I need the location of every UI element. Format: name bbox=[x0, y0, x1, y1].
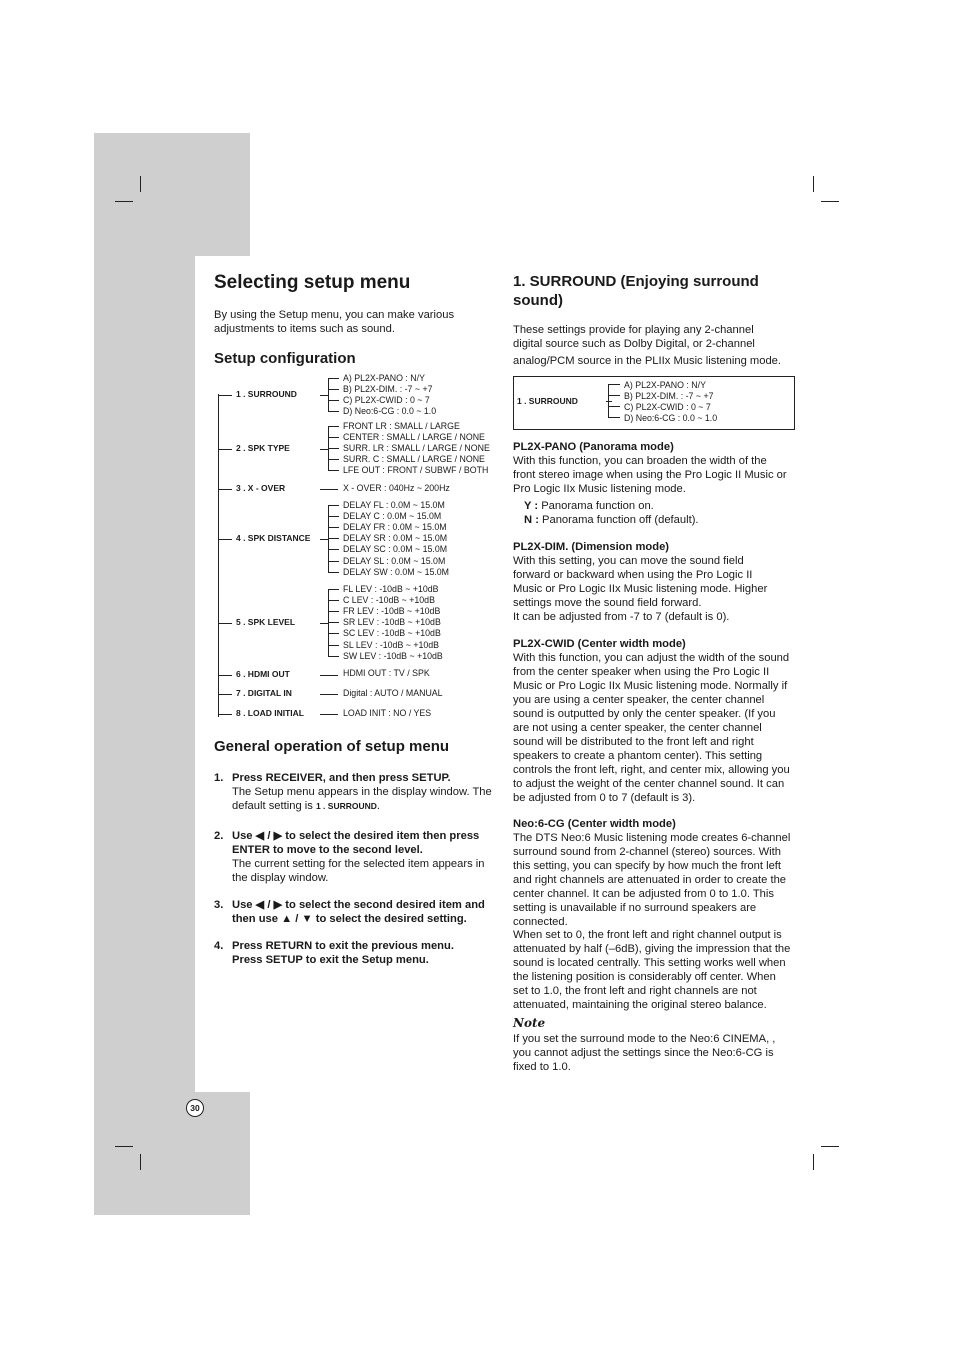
surround-heading: 1. SURROUND (Enjoying surround sound) bbox=[513, 273, 759, 309]
cwid-text: With this function, you can adjust the width of the sound from the center speaker when using the Pro Logic II Music or Pro Logic IIx Music listening mode. Normally if you are using a center speaker, the center channel sound is outputted by only the center speaker. (If you are not using a center speaker, the center channel sound will be distributed to the front left and right speakers to create a phantom center). This setting controls the front left, right, and center mix, allowing you to adjust the weight of the center channel sound. It can be adjusted from 0 to 7 (default is 3). bbox=[513, 652, 790, 804]
tree-tick bbox=[328, 600, 339, 601]
tree-option: FRONT LR : SMALL / LARGE bbox=[343, 421, 460, 431]
tree-option: DELAY SR : 0.0M ~ 15.0M bbox=[343, 533, 448, 544]
crop-mark bbox=[821, 1146, 839, 1147]
step-2 bbox=[232, 829, 497, 885]
box-tick bbox=[608, 417, 620, 418]
up-down-arrows: ▲ / ▼ bbox=[281, 913, 313, 925]
tree-tick bbox=[328, 426, 339, 427]
box-tick bbox=[608, 406, 620, 407]
pano-y bbox=[524, 499, 654, 513]
crop-mark bbox=[821, 201, 839, 202]
pano-text: With this function, you can broaden the width of the front stereo image when using the Pro Logic II Music or Pro Logic IIx Music listening mode. bbox=[513, 455, 787, 495]
dim-text-2: It can be adjusted from -7 to 7 (default is 0). bbox=[513, 611, 730, 623]
tree-connector bbox=[320, 395, 328, 396]
step-2-use: Use bbox=[232, 830, 253, 842]
tree-trunk bbox=[218, 394, 219, 717]
tree-connector bbox=[320, 675, 338, 676]
tree-item-label: 4 . SPK DISTANCE bbox=[236, 533, 311, 543]
intro-text: By using the Setup menu, you can make various adjustments to items such as sound. bbox=[214, 309, 455, 335]
crop-mark bbox=[813, 1154, 814, 1170]
tree-item-label: 3 . X - OVER bbox=[236, 483, 286, 493]
tree-branch bbox=[218, 489, 232, 490]
left-right-arrows: ◀ / ▶ bbox=[255, 830, 283, 842]
tree-branch bbox=[218, 449, 232, 450]
tree-tick bbox=[328, 622, 339, 623]
surround-intro-2: analog/PCM source in the PLIIx Music listening mode. bbox=[513, 355, 782, 367]
tree-option: X - OVER : 040Hz ~ 200Hz bbox=[343, 483, 450, 493]
tree-bracket bbox=[328, 378, 329, 411]
tree-tick bbox=[328, 656, 339, 657]
tree-tick bbox=[328, 505, 339, 506]
step-number: 4. bbox=[214, 940, 224, 952]
tree-option: B) PL2X-DIM. : -7 ~ +7 bbox=[343, 384, 433, 395]
tree-tick bbox=[328, 411, 339, 412]
tree-tick bbox=[328, 400, 339, 401]
surround-intro-1: These settings provide for playing any 2-channel digital source such as Dolby Digital, or 2-channel bbox=[513, 324, 755, 350]
tree-option: LOAD INIT : NO / YES bbox=[343, 708, 432, 718]
tree-tick bbox=[328, 538, 339, 539]
crop-mark bbox=[140, 1154, 141, 1170]
tree-item-label: 7 . DIGITAL IN bbox=[236, 688, 292, 698]
tree-tick bbox=[328, 572, 339, 573]
step-2-action: to select the desired item then press ENTER to move to the second level. bbox=[232, 830, 480, 856]
tree-branch bbox=[218, 675, 232, 676]
tree-option: C) PL2X-CWID : 0 ~ 7 bbox=[343, 395, 430, 406]
tree-option: DELAY FL : 0.0M ~ 15.0M bbox=[343, 500, 445, 510]
box-tick bbox=[608, 395, 620, 396]
neo-heading: Neo:6-CG (Center width mode) bbox=[513, 818, 676, 830]
tree-tick bbox=[328, 437, 339, 438]
pano-n-value: Panorama function off (default). bbox=[542, 514, 699, 526]
step-3-action: to select the second desired item and then use bbox=[232, 899, 485, 925]
crop-mark bbox=[140, 176, 141, 192]
step-1 bbox=[232, 771, 497, 813]
tree-item-label: 8 . LOAD INITIAL bbox=[236, 708, 304, 718]
box-label: 1 . SURROUND bbox=[517, 396, 578, 406]
step-number: 2. bbox=[214, 830, 224, 842]
tree-option: FL LEV : -10dB ~ +10dB bbox=[343, 584, 439, 594]
tree-connector bbox=[320, 489, 338, 490]
general-heading: General operation of setup menu bbox=[214, 738, 450, 755]
page-title: Selecting setup menu bbox=[214, 272, 411, 293]
tree-tick bbox=[328, 459, 339, 460]
tree-branch bbox=[218, 714, 232, 715]
tree-option: A) PL2X-PANO : N/Y bbox=[343, 373, 425, 383]
tree-tick bbox=[328, 516, 339, 517]
pano-y-value: Panorama function on. bbox=[541, 500, 654, 512]
step-3 bbox=[232, 898, 500, 926]
step-1-text: The Setup menu appears in the display window. The default setting is bbox=[232, 786, 492, 812]
step-1-period: . bbox=[376, 800, 381, 812]
tree-item-label: 6 . HDMI OUT bbox=[236, 669, 290, 679]
pano-n-key: N : bbox=[524, 514, 539, 526]
default-setting: 1 . SURROUND bbox=[315, 801, 377, 811]
margin-band-bottom bbox=[94, 1092, 250, 1215]
tree-option: SR LEV : -10dB ~ +10dB bbox=[343, 617, 441, 628]
crop-mark bbox=[813, 176, 814, 192]
tree-tick bbox=[328, 470, 339, 471]
tree-option: SURR. C : SMALL / LARGE / NONE bbox=[343, 454, 485, 465]
page-number: 30 bbox=[186, 1099, 204, 1117]
tree-option: D) Neo:6-CG : 0.0 ~ 1.0 bbox=[343, 406, 437, 417]
left-right-arrows: ◀ / ▶ bbox=[255, 899, 283, 911]
crop-mark bbox=[115, 1146, 133, 1147]
margin-band-side bbox=[94, 256, 195, 1092]
crop-mark bbox=[115, 201, 133, 202]
tree-option: DELAY SL : 0.0M ~ 15.0M bbox=[343, 555, 446, 566]
tree-item-label: 1 . SURROUND bbox=[236, 389, 297, 399]
step-3-action-end: to select the desired setting. bbox=[315, 913, 467, 925]
tree-option: SC LEV : -10dB ~ +10dB bbox=[343, 628, 441, 639]
box-tick bbox=[608, 384, 620, 385]
tree-connector bbox=[320, 449, 328, 450]
tree-branch bbox=[218, 395, 232, 396]
tree-tick bbox=[328, 589, 339, 590]
tree-item-label: 2 . SPK TYPE bbox=[236, 443, 290, 453]
cwid-heading: PL2X-CWID (Center width mode) bbox=[513, 638, 686, 650]
tree-tick bbox=[328, 389, 339, 390]
tree-option: LFE OUT : FRONT / SUBWF / BOTH bbox=[343, 465, 489, 476]
dim-text: With this setting, you can move the sound field forward or backward when using the Pro Logic II Music or Pro Logic IIx Music listening mode. Higher settings move the sound field forward. bbox=[513, 555, 768, 609]
step-1-detail bbox=[232, 785, 497, 813]
setup-config-heading: Setup configuration bbox=[214, 350, 356, 367]
note-heading: Note bbox=[513, 1016, 546, 1030]
step-2-instruction bbox=[232, 829, 497, 857]
box-option: D) Neo:6-CG : 0.0 ~ 1.0 bbox=[624, 413, 718, 423]
tree-tick bbox=[328, 633, 339, 634]
tree-connector bbox=[320, 714, 338, 715]
tree-connector bbox=[320, 539, 328, 540]
neo-text: The DTS Neo:6 Music listening mode creates 6-channel surround sound from 2-channel (stereo) sources. With this setting, you can specify by how much the front left and right channels are attenuated in order to create the center channel. It can be adjusted from 0 to 1.0. This setting is unavailable if no surround speakers are connected. bbox=[513, 832, 791, 928]
tree-option: DELAY FR : 0.0M ~ 15.0M bbox=[343, 522, 447, 533]
step-2-detail: The current setting for the selected item appears in the display window. bbox=[232, 858, 485, 884]
step-1-instruction: Press RECEIVER, and then press SETUP. bbox=[232, 772, 451, 784]
tree-option: SL LEV : -10dB ~ +10dB bbox=[343, 639, 440, 650]
tree-option: FR LEV : -10dB ~ +10dB bbox=[343, 606, 441, 617]
note-text: If you set the surround mode to the Neo:6 CINEMA, , you cannot adjust the settings since the Neo:6-CG is fixed to 1.0. bbox=[513, 1033, 776, 1073]
tree-connector bbox=[320, 694, 338, 695]
tree-tick bbox=[328, 378, 339, 379]
tree-option: SURR. LR : SMALL / LARGE / NONE bbox=[343, 443, 490, 454]
tree-branch bbox=[218, 623, 232, 624]
step-number: 1. bbox=[214, 772, 224, 784]
tree-connector bbox=[320, 623, 328, 624]
tree-tick bbox=[328, 549, 339, 550]
surround-box bbox=[513, 376, 795, 430]
tree-item-label: 5 . SPK LEVEL bbox=[236, 617, 296, 627]
tree-option: HDMI OUT : TV / SPK bbox=[343, 668, 430, 678]
step-4: Press RETURN to exit the previous menu. Press SETUP to exit the Setup menu. bbox=[232, 940, 454, 966]
box-connector bbox=[606, 401, 612, 402]
tree-option: DELAY SW : 0.0M ~ 15.0M bbox=[343, 566, 450, 577]
tree-tick bbox=[328, 611, 339, 612]
tree-branch bbox=[218, 694, 232, 695]
tree-option: DELAY SC : 0.0M ~ 15.0M bbox=[343, 544, 448, 555]
margin-band-top bbox=[94, 133, 250, 256]
pano-n bbox=[524, 513, 699, 527]
box-option: C) PL2X-CWID : 0 ~ 7 bbox=[624, 402, 711, 412]
box-option: A) PL2X-PANO : N/Y bbox=[624, 380, 706, 390]
tree-option: CENTER : SMALL / LARGE / NONE bbox=[343, 432, 485, 443]
neo-text-2: When set to 0, the front left and right channel output is attenuated by half (–6dB), giving the impression that the sound is located centrally. This setting works well when the listening position is considerably off center. When set to 1.0, the front left and right channels are not attenuated, maintaining the original stereo balance. bbox=[513, 929, 791, 1011]
tree-tick bbox=[328, 527, 339, 528]
tree-option: Digital : AUTO / MANUAL bbox=[343, 688, 443, 698]
pano-y-key: Y : bbox=[524, 500, 539, 512]
tree-option: C LEV : -10dB ~ +10dB bbox=[343, 595, 435, 606]
box-bracket bbox=[608, 384, 609, 417]
tree-option: SW LEV : -10dB ~ +10dB bbox=[343, 650, 443, 661]
tree-branch bbox=[218, 539, 232, 540]
tree-tick bbox=[328, 561, 339, 562]
dim-heading: PL2X-DIM. (Dimension mode) bbox=[513, 541, 670, 553]
step-number: 3. bbox=[214, 899, 224, 911]
box-option: B) PL2X-DIM. : -7 ~ +7 bbox=[624, 391, 714, 401]
tree-option: DELAY C : 0.0M ~ 15.0M bbox=[343, 511, 442, 522]
tree-tick bbox=[328, 645, 339, 646]
tree-tick bbox=[328, 448, 339, 449]
pano-heading: PL2X-PANO (Panorama mode) bbox=[513, 441, 674, 453]
step-3-use: Use bbox=[232, 899, 253, 911]
